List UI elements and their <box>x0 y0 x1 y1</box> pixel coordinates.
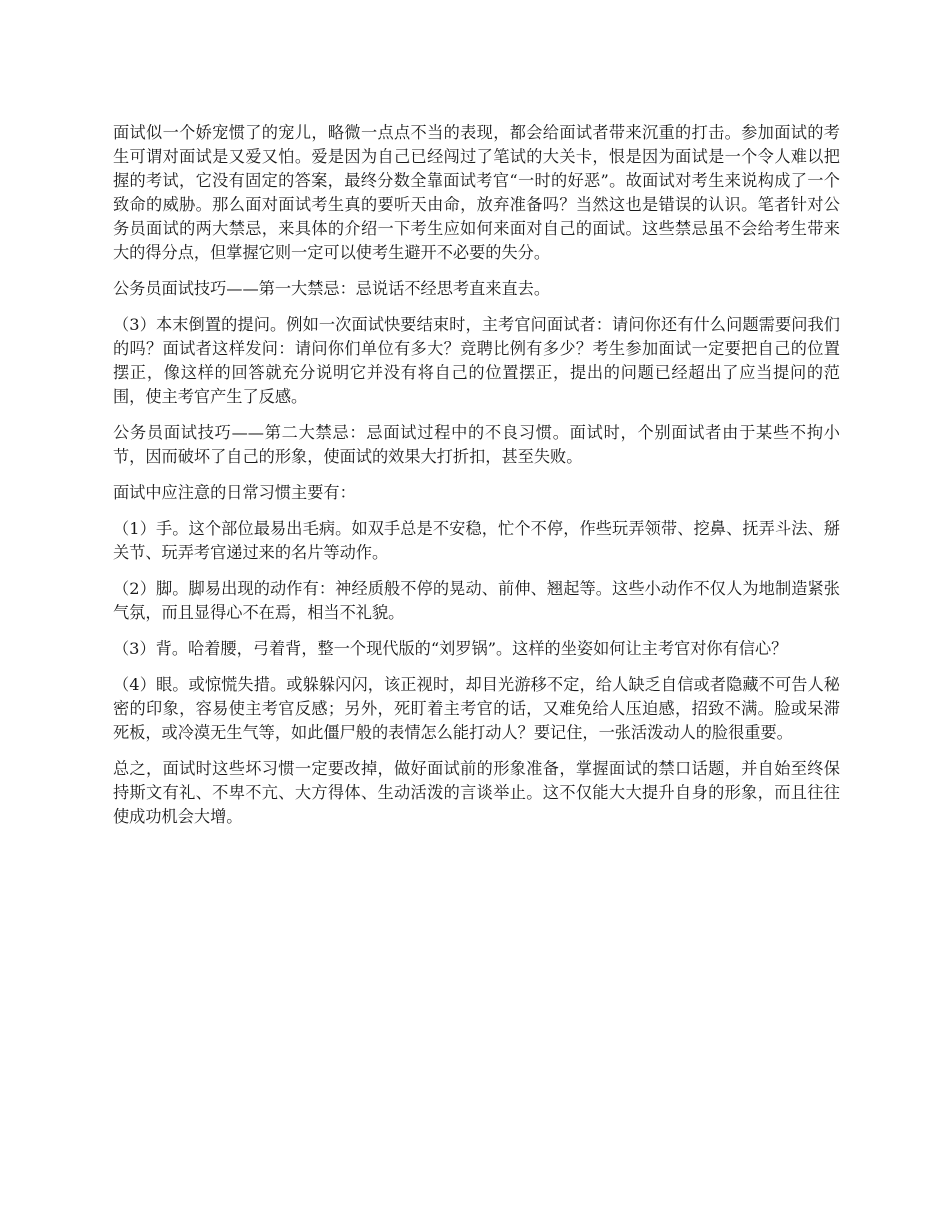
paragraph-conclusion: 总之，面试时这些坏习惯一定要改掉，做好面试前的形象准备，掌握面试的禁口话题，并自始至终保持斯文有礼、不卑不亢、大方得体、生动活泼的言谈举止。这不仅能大大提升自身的形象，而且往往使成功机会大增。 <box>113 759 840 826</box>
paragraph-habits-intro: 面试中应注意的日常习惯主要有： <box>113 483 356 502</box>
paragraph-habit-feet: （2）脚。脚易出现的动作有：神经质般不停的晃动、前伸、翘起等。这些小动作不仅人为地制造紧张气氛，而且显得心不在焉，相当不礼貌。 <box>113 579 840 622</box>
paragraph-habit-back: （3）背。哈着腰，弓着背，整一个现代版的“刘罗锅”。这样的坐姿如何让主考官对你有信心？ <box>113 639 788 658</box>
document-body <box>113 121 840 841</box>
paragraph-intro: 面试似一个娇宠惯了的宠儿，略微一点点不当的表现，都会给面试者带来沉重的打击。参加面试的考生可谓对面试是又爱又怕。爱是因为自己已经闯过了笔试的大关卡，恨是因为面试是一个令人难以把握的考试，它没有固定的答案，最终分数全靠面试考官“一时的好恶”。故面试对考生来说构成了一个致命的威胁。那么面对面试考生真的要听天由命，放弃准备吗？当然这也是错误的认识。笔者针对公务员面试的两大禁忌，来具体的介绍一下考生应如何来面对自己的面试。这些禁忌虽不会给考生带来大的得分点，但掌握它则一定可以使考生避开不必要的失分。 <box>113 123 840 262</box>
paragraph-habit-eyes: （4）眼。或惊慌失措。或躲躲闪闪，该正视时，却目光游移不定，给人缺乏自信或者隐藏不可告人秘密的印象，容易使主考官反感；另外，死盯着主考官的话，又难免给人压迫感，招致不满。脸或呆滞死板，或冷漠无生气等，如此僵尸般的表情怎么能打动人？要记住，一张活泼动人的脸很重要。 <box>113 675 840 742</box>
paragraph-inverted-question: （3）本末倒置的提问。例如一次面试快要结束时，主考官问面试者：请问你还有什么问题需要问我们的吗？面试者这样发问：请问你们单位有多大？竞聘比例有多少？考生参加面试一定要把自己的位置摆正，像这样的回答就充分说明它并没有将自己的位置摆正，提出的问题已经超出了应当提问的范围，使主考官产生了反感。 <box>113 315 840 406</box>
paragraph-habit-hands: （1）手。这个部位最易出毛病。如双手总是不安稳，忙个不停，作些玩弄领带、挖鼻、抚弄斗法、掰关节、玩弄考官递过来的名片等动作。 <box>113 519 840 562</box>
paragraph-taboo-one-heading: 公务员面试技巧——第一大禁忌：忌说话不经思考直来直去。 <box>113 279 551 298</box>
paragraph-taboo-two-heading: 公务员面试技巧——第二大禁忌：忌面试过程中的不良习惯。面试时，个别面试者由于某些不拘小节，因而破坏了自己的形象，使面试的效果大打折扣，甚至失败。 <box>113 423 840 466</box>
